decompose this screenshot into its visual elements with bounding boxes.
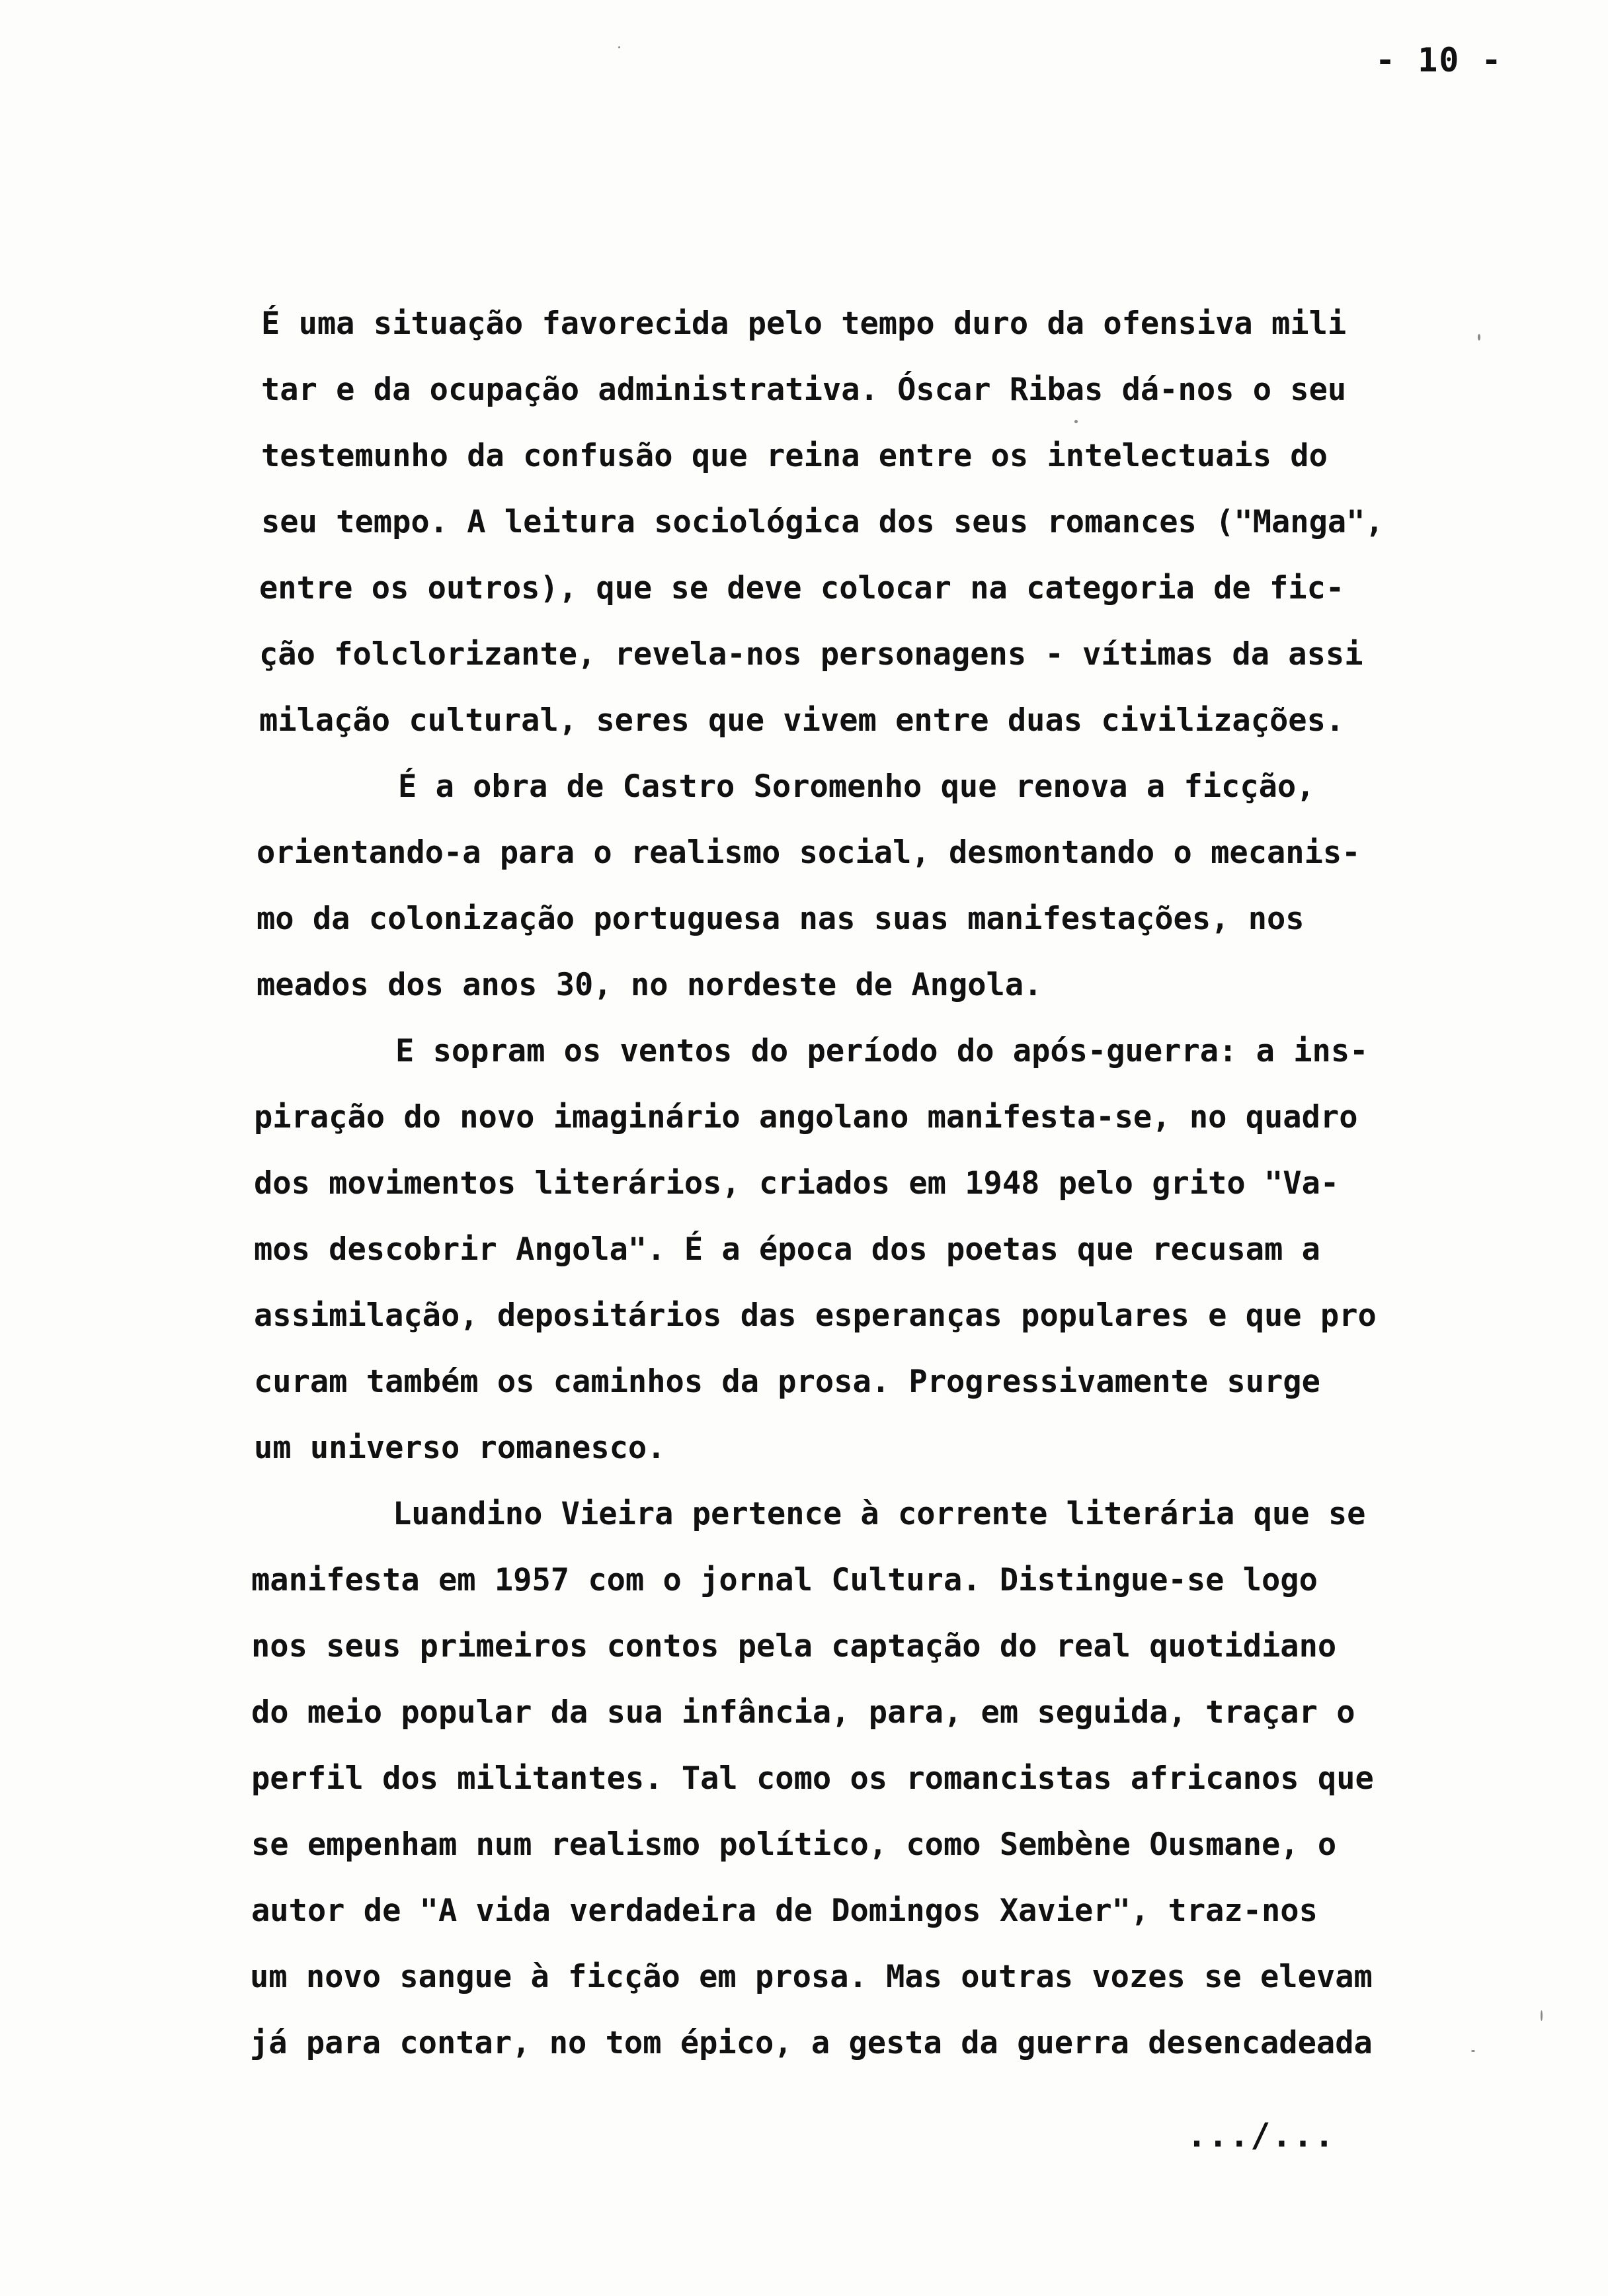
text-line: ção folclorizante, revela-nos personagens - vítimas da assi <box>259 636 1363 673</box>
text-line: mo da colonização portuguesa nas suas manifestações, nos <box>257 901 1305 937</box>
text-line: Luandino Vieira pertence à corrente literária que se <box>393 1496 1366 1532</box>
text-line: orientando-a para o realismo social, desmontando o mecanis- <box>257 835 1361 871</box>
text-line: nos seus primeiros contos pela captação do real quotidiano <box>251 1628 1337 1664</box>
text-line: tar e da ocupação administrativa. Óscar Ribas dá-nos o seu <box>261 372 1347 408</box>
text-line: testemunho da confusão que reina entre os intelectuais do <box>261 438 1328 474</box>
text-line: um novo sangue à ficção em prosa. Mas outras vozes se elevam <box>250 1959 1373 1995</box>
text-line: seu tempo. A leitura sociológica dos seus romances ("Manga", <box>261 504 1384 540</box>
text-line: já para contar, no tom épico, a gesta da guerra desencadeada <box>250 2025 1373 2061</box>
text-line: um universo romanesco. <box>254 1430 666 1466</box>
text-line: milação cultural, seres que vivem entre duas civilizações. <box>259 702 1345 739</box>
text-line: manifesta em 1957 com o jornal Cultura. Distingue-se logo <box>251 1562 1318 1598</box>
scan-speck <box>1541 2010 1543 2021</box>
continuation-marker: .../... <box>1187 2116 1336 2154</box>
text-line: E sopram os ventos do período do após-guerra: a ins- <box>395 1033 1369 1069</box>
text-line: perfil dos militantes. Tal como os romancistas africanos que <box>251 1760 1374 1797</box>
text-line: É uma situação favorecida pelo tempo duro da ofensiva mili <box>261 306 1347 342</box>
text-line: meados dos anos 30, no nordeste de Angola. <box>257 967 1043 1003</box>
text-line: entre os outros), que se deve colocar na categoria de fic- <box>259 570 1345 606</box>
scan-speck <box>618 46 620 48</box>
text-line: É a obra de Castro Soromenho que renova a ficção, <box>398 768 1315 805</box>
text-line: se empenham num realismo político, como Sembène Ousmane, o <box>251 1826 1337 1863</box>
text-line: mos descobrir Angola". É a época dos poetas que recusam a <box>254 1231 1320 1268</box>
text-line: piração do novo imaginário angolano manifesta-se, no quadro <box>254 1099 1358 1135</box>
text-line: curam também os caminhos da prosa. Progressivamente surge <box>254 1364 1320 1400</box>
page-number: - 10 - <box>1375 41 1503 79</box>
text-line: autor de "A vida verdadeira de Domingos Xavier", traz-nos <box>251 1893 1318 1929</box>
scan-speck <box>1074 420 1078 423</box>
scan-speck <box>1478 334 1480 341</box>
scan-speck <box>1471 2050 1475 2052</box>
text-line: assimilação, depositários das esperanças populares e que pro <box>254 1297 1377 1334</box>
text-line: do meio popular da sua infância, para, em seguida, traçar o <box>251 1694 1355 1731</box>
text-line: dos movimentos literários, criados em 1948 pelo grito "Va- <box>254 1165 1340 1202</box>
